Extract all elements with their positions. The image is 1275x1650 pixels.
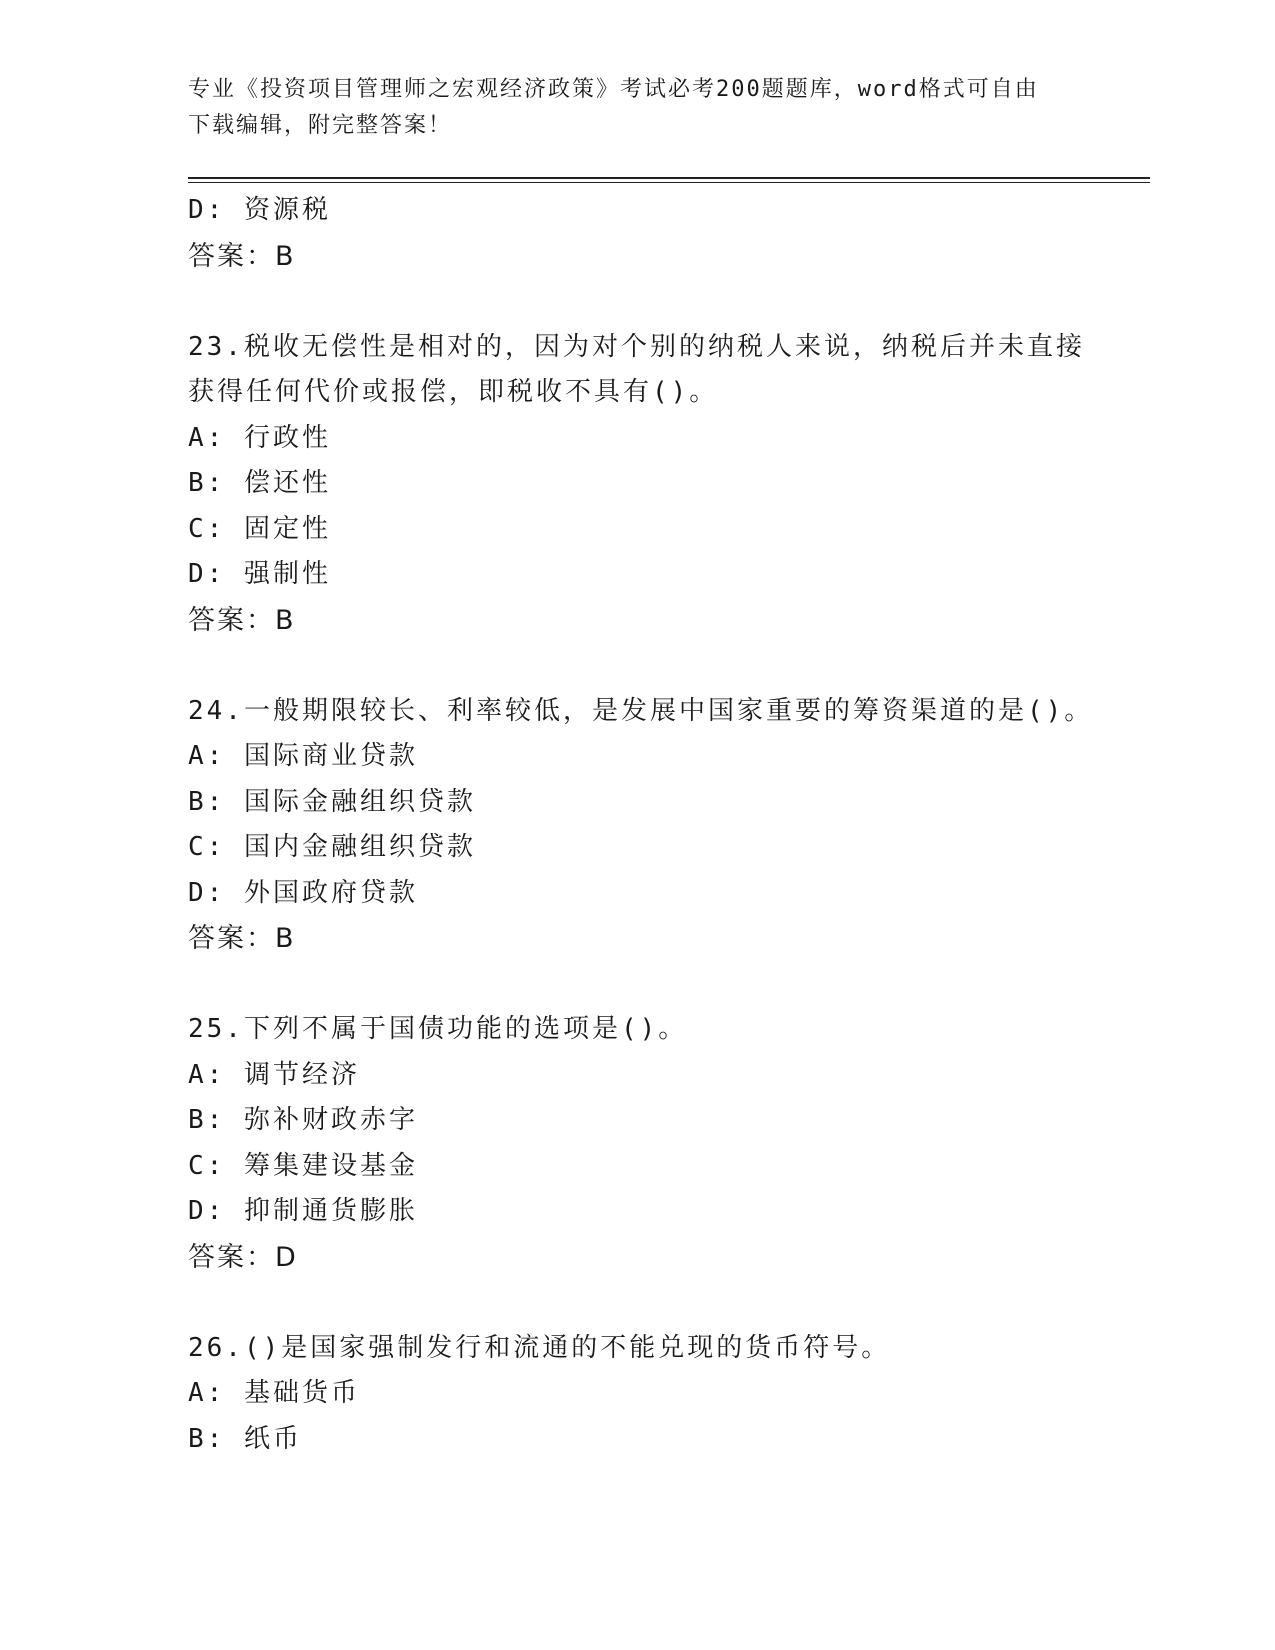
option-b: B: 纸币 bbox=[188, 1423, 302, 1454]
question-26 bbox=[188, 1326, 1128, 1463]
option-b: B: 弥补财政赤字 bbox=[188, 1105, 418, 1135]
spacer bbox=[188, 1280, 1128, 1326]
header-divider-thin bbox=[188, 182, 1150, 183]
option-c: C: 国内金融组织贷款 bbox=[188, 832, 476, 862]
option-b: B: 偿还性 bbox=[188, 468, 331, 498]
question-list bbox=[188, 188, 1128, 1462]
option-c: C: 固定性 bbox=[188, 513, 331, 544]
option-c: C: 筹集建设基金 bbox=[188, 1150, 418, 1181]
question-22-tail bbox=[188, 188, 1128, 279]
question-stem: 26.()是国家强制发行和流通的不能兑现的货币符号。 bbox=[188, 1332, 891, 1363]
question-stem: 25.下列不属于国债功能的选项是()。 bbox=[188, 1014, 688, 1044]
option-a: A: 基础货币 bbox=[188, 1378, 360, 1408]
spacer bbox=[188, 643, 1128, 689]
question-23 bbox=[188, 325, 1128, 644]
answer: 答案：B bbox=[188, 604, 296, 636]
header-divider-thick bbox=[188, 177, 1150, 179]
spacer bbox=[188, 279, 1128, 325]
answer: 答案：D bbox=[188, 1241, 298, 1273]
question-24 bbox=[188, 689, 1128, 962]
question-25 bbox=[188, 1007, 1128, 1280]
option-d: D: 资源税 bbox=[188, 195, 331, 225]
option-b: B: 国际金融组织贷款 bbox=[188, 786, 476, 817]
question-stem: 24.一般期限较长、利率较低，是发展中国家重要的筹资渠道的是()。 bbox=[188, 695, 1094, 726]
option-a: A: 行政性 bbox=[188, 422, 331, 453]
header-line-1: 专业《投资项目管理师之宏观经济政策》考试必考200题题库，word格式可自由 bbox=[188, 77, 1039, 102]
option-d: D: 强制性 bbox=[188, 559, 331, 589]
option-d: D: 外国政府贷款 bbox=[188, 877, 418, 908]
option-d: D: 抑制通货膨胀 bbox=[188, 1196, 418, 1226]
answer: 答案：B bbox=[188, 240, 296, 272]
option-a: A: 国际商业贷款 bbox=[188, 741, 418, 771]
header-line-2: 下载编辑，附完整答案！ bbox=[188, 113, 453, 138]
question-stem: 23.税收无偿性是相对的，因为对个别的纳税人来说，纳税后并未直接 bbox=[188, 331, 1085, 362]
document-header bbox=[188, 72, 1068, 144]
answer: 答案：B bbox=[188, 923, 296, 954]
question-stem-continued: 获得任何代价或报偿，即税收不具有()。 bbox=[188, 377, 719, 407]
spacer bbox=[188, 962, 1128, 1008]
option-a: A: 调节经济 bbox=[188, 1059, 360, 1090]
